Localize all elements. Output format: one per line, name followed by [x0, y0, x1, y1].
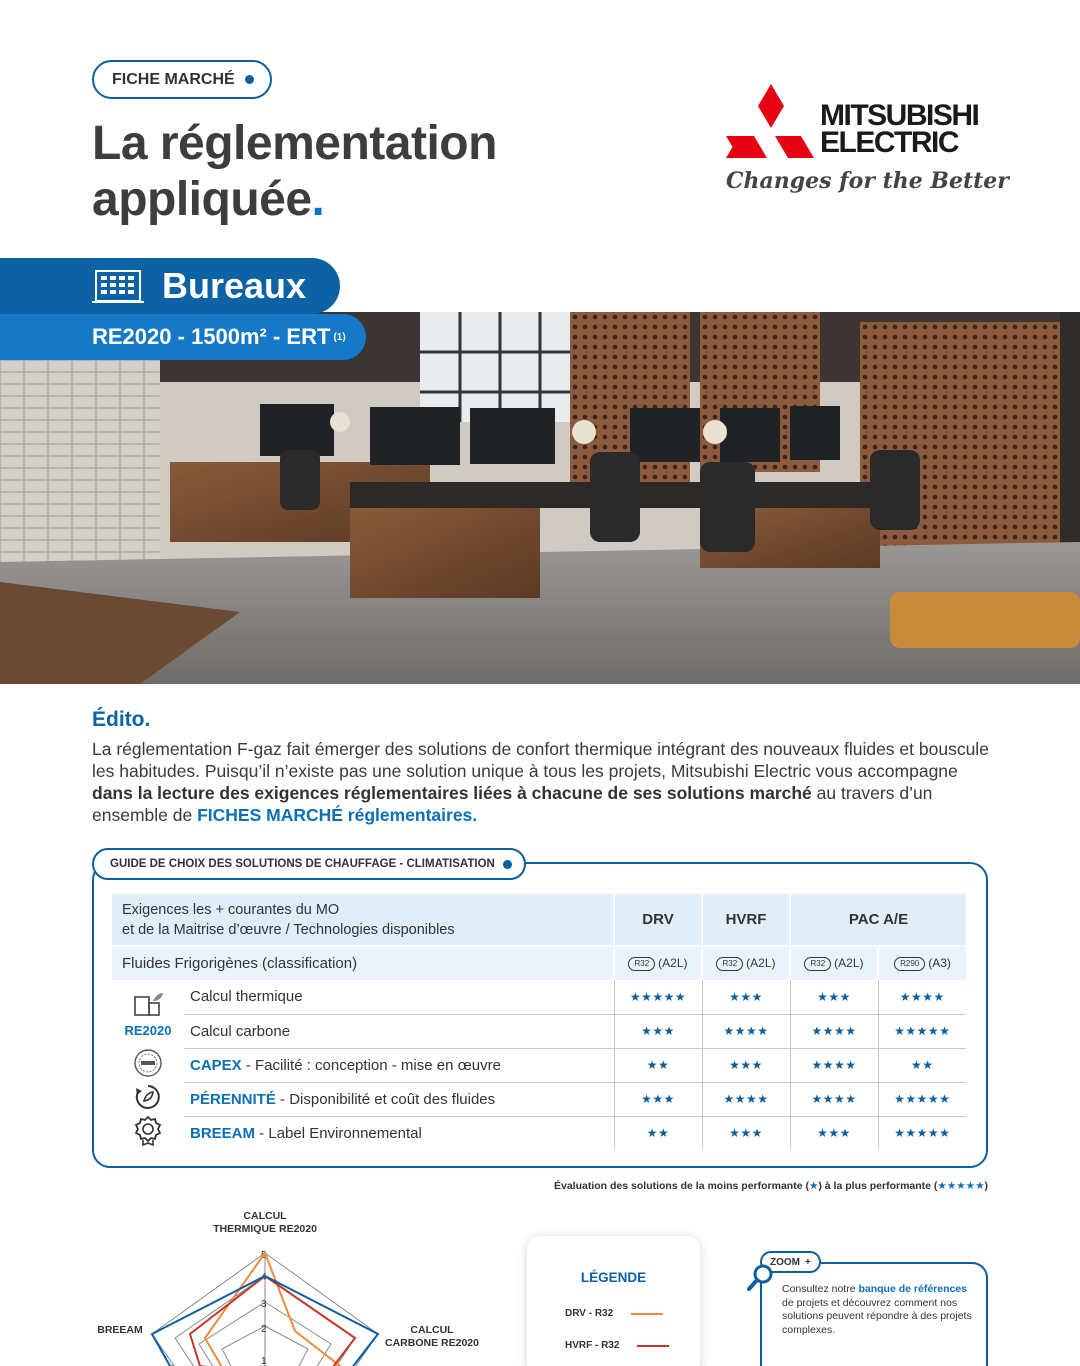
guide-pill-label: GUIDE DE CHOIX DES SOLUTIONS DE CHAUFFAGE - CLIMATISATION [110, 858, 495, 870]
rating-cell: ★★★ [702, 1116, 790, 1150]
solutions-table [112, 894, 966, 1150]
table-row [112, 1116, 966, 1150]
fluid-cell: R32 (A2L) [702, 946, 790, 980]
rating-cell: ★★★★★ [878, 1014, 966, 1048]
criterion-label: PÉRENNITÉ - Disponibilité et coût des fluides [184, 1082, 614, 1116]
criterion-label: CAPEX - Facilité : conception - mise en œuvre [184, 1048, 614, 1082]
guide-pill [92, 848, 526, 880]
radar-tick: 3 [261, 1299, 267, 1310]
pill-dot [503, 860, 512, 869]
building-icon [92, 267, 144, 305]
fluid-cell: R32 (A2L) [790, 946, 878, 980]
mitsubishi-logo [726, 84, 1009, 204]
fluid-cell: R32 (A2L) [614, 946, 702, 980]
footnote-ref: (1) [333, 331, 346, 343]
radar-tick: 4 [261, 1272, 267, 1283]
radar-axis-right: CALCUL CARBONE RE2020 [385, 1324, 479, 1349]
segment-subtitle [0, 314, 366, 360]
three-diamonds-icon [726, 84, 816, 162]
re2020-label: RE2020 [124, 1022, 172, 1038]
fiche-marche-pill [92, 60, 272, 99]
perennite-icon-cell [112, 1082, 184, 1116]
rating-cell: ★★★ [614, 1014, 702, 1048]
title-line-2: appliquée. [92, 173, 325, 226]
capex-stamp-icon [133, 1048, 163, 1078]
segment-label: Bureaux [162, 265, 307, 306]
radar-axis-left: BREEAM [97, 1324, 143, 1336]
rating-cell: ★★★ [790, 980, 878, 1014]
fluids-row [112, 946, 966, 980]
zoom-text: Consultez notre banque de références de projets et découvrez comment nos solutions peuvent répondre à des projets complexes. [782, 1283, 972, 1336]
tech-hvrf: HVRF [702, 894, 790, 946]
logo-brand-text: MITSUBISHI ELECTRIC [820, 99, 979, 159]
capex-icon-cell [112, 1048, 184, 1082]
rating-cell: ★★★★★ [878, 1116, 966, 1150]
re2020-building-icon [131, 991, 165, 1017]
title-line-1: La réglementation [92, 117, 497, 170]
table-row [112, 1014, 966, 1048]
rating-cell: ★★ [614, 1048, 702, 1082]
badge-icon [134, 1116, 162, 1146]
rating-cell: ★★★★ [790, 1014, 878, 1048]
rating-cell: ★★★ [702, 980, 790, 1014]
evaluation-note: Évaluation des solutions de la moins performante (★) à la plus performante (★★★★★) [554, 1180, 988, 1192]
tech-drv: DRV [614, 894, 702, 946]
table-row [112, 1048, 966, 1082]
logo-slogan: Changes for the Better [726, 168, 1009, 194]
rating-cell: ★★★ [790, 1116, 878, 1150]
edito-text: La réglementation F-gaz fait émerger des solutions de confort thermique intégrant des nouveaux fluides et bouscule les habitudes. Puisqu’il n’existe pas une solution unique à tous les projets, Mitsubishi Electric vous accompagne dans la lecture des exigences réglementaires liées à chacune de ses solutions marché au travers d’un ensemble de FICHES MARCHÉ réglementaires. [92, 739, 989, 825]
radar-plot [90, 1206, 490, 1366]
legend-item: DRV - R32 [565, 1308, 663, 1319]
table-header-row [112, 894, 966, 946]
rating-cell: ★★★ [614, 1082, 702, 1116]
recycle-leaf-icon [134, 1083, 162, 1111]
legend-card [527, 1236, 700, 1366]
table-row [112, 1082, 966, 1116]
rating-cell: ★★★★★ [614, 980, 702, 1014]
rating-cell: ★★★★★ [878, 1082, 966, 1116]
fiche-marche-label: FICHE MARCHÉ [112, 70, 235, 88]
references-link[interactable]: banque de références [858, 1283, 968, 1295]
criterion-label: Calcul carbone [184, 1014, 614, 1048]
rating-cell: ★★ [614, 1116, 702, 1150]
rating-cell: ★★★★ [790, 1082, 878, 1116]
fluids-label: Fluides Frigorigènes (classification) [112, 946, 614, 980]
segment-tab-bureaux [0, 258, 340, 314]
rating-cell: ★★★★ [878, 980, 966, 1014]
rating-cell: ★★ [878, 1048, 966, 1082]
rating-cell: ★★★ [702, 1048, 790, 1082]
rating-cell: ★★★★ [702, 1014, 790, 1048]
re2020-cell [112, 980, 184, 1048]
rating-cell: ★★★★ [702, 1082, 790, 1116]
segment-sub-label: RE2020 - 1500m² - ERT [92, 324, 331, 349]
radar-axis-top: CALCUL THERMIQUE RE2020 [213, 1210, 317, 1235]
table-row [112, 980, 966, 1014]
legend-line-hvrf [637, 1345, 669, 1347]
breeam-icon-cell [112, 1116, 184, 1150]
criterion-label: Calcul thermique [184, 980, 614, 1014]
magnifier-icon [746, 1262, 776, 1292]
legend-title: LÉGENDE [580, 1270, 647, 1285]
tech-pac: PAC A/E [790, 894, 966, 946]
legend-line-drv [631, 1313, 663, 1315]
office-photo [0, 312, 1080, 684]
plus-icon: + [805, 1256, 811, 1268]
radar-tick: 1 [261, 1356, 267, 1366]
pill-dot [245, 75, 254, 84]
header-requirements: Exigences les + courantes du MO et de la Maitrise d’œuvre / Technologies disponibles [112, 894, 614, 946]
page-title [92, 116, 497, 228]
radar-tick: 2 [261, 1324, 267, 1335]
edito-title: Édito. [92, 708, 151, 731]
fluid-cell: R290 (A3) [878, 946, 966, 980]
radar-chart [90, 1206, 490, 1366]
criterion-label: BREEAM - Label Environnemental [190, 1124, 422, 1142]
legend-item: HVRF - R32 [565, 1340, 669, 1351]
radar-series-drv [205, 1253, 340, 1366]
rating-cell: ★★★★ [790, 1048, 878, 1082]
radar-tick: 5 [261, 1250, 267, 1261]
zoom-label: ZOOM [770, 1256, 800, 1268]
